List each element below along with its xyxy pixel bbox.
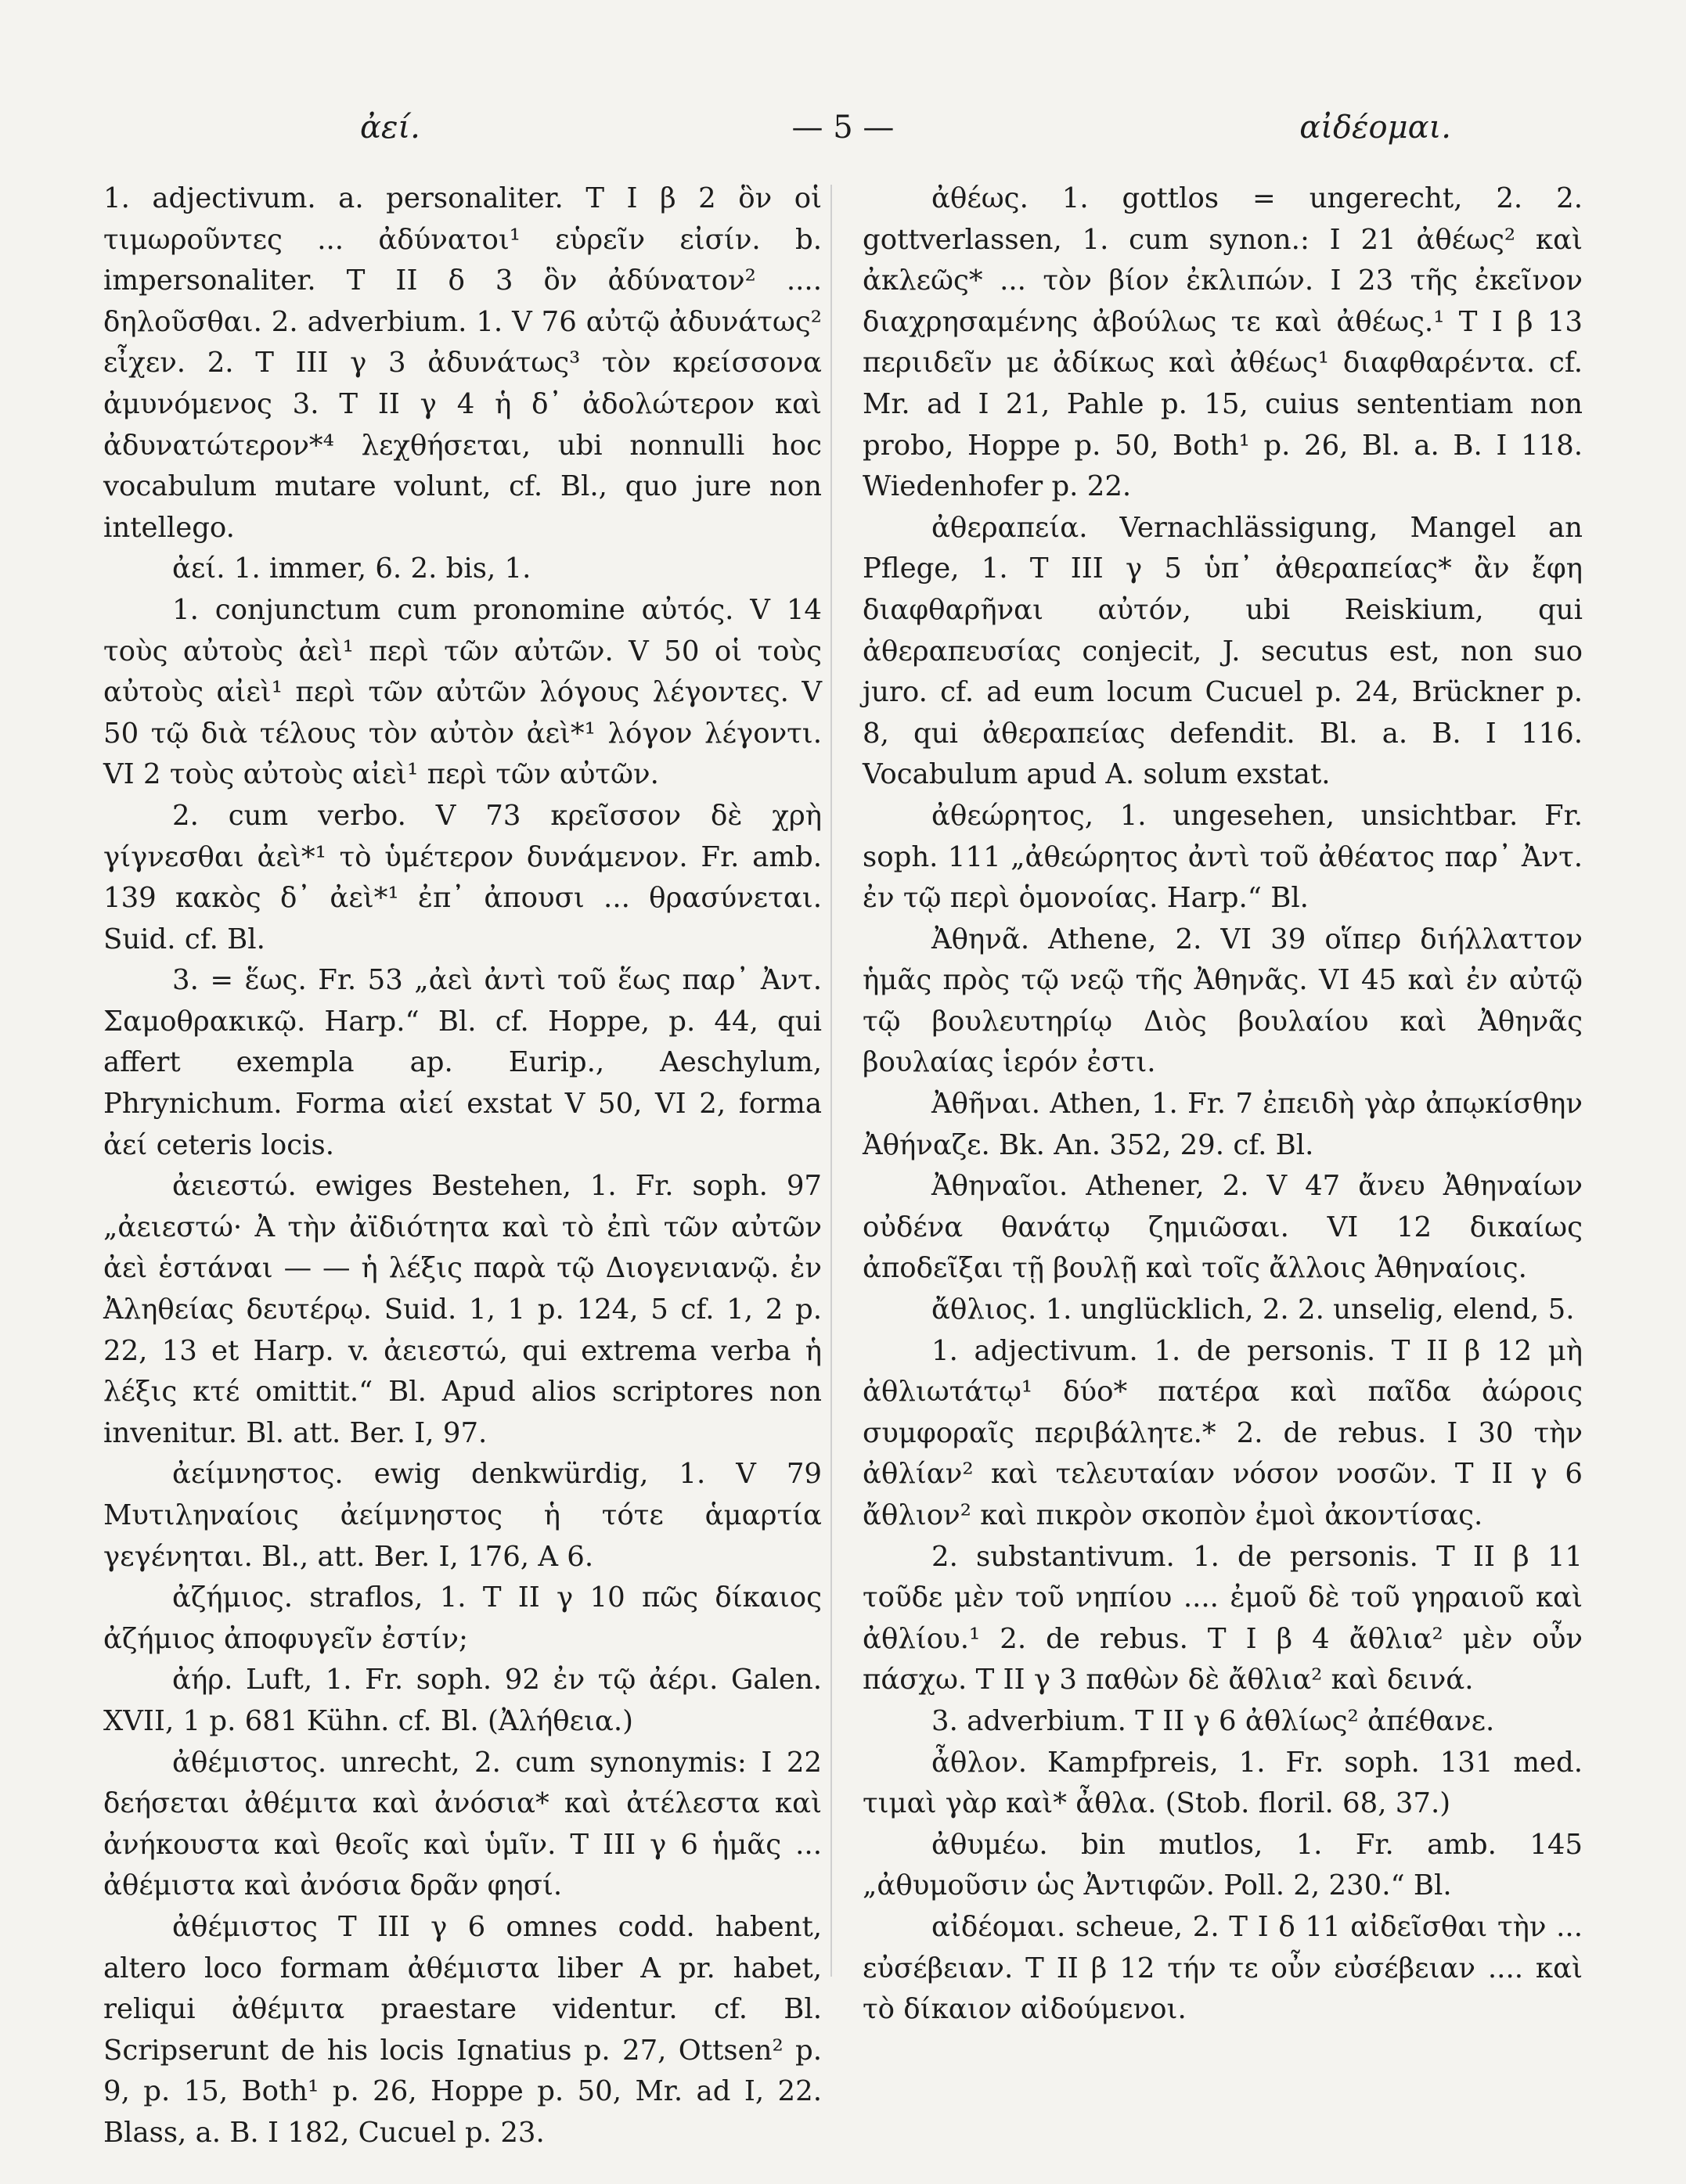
left-para-4: 3. = ἕως. Fr. 53 „ἀεὶ ἀντὶ τοῦ ἕως παρ᾽ Ἀντ. Σαμοθρακικῷ. Harp.“ Bl. cf. Hoppe, p. 44, qui affert exempla ap. Eurip., Aeschylum, Phrynichum. Forma αἰεί exstat V 50, VI 2, forma ἀεί ceteris locis. [103, 964, 822, 1161]
right-para-12: αἰδέομαι. scheue, 2. T I δ 11 αἰδεῖσθαι τὴν ... εὐσέβειαν. T II β 12 τήν τε οὖν εὐσέβειαν .... καὶ τὸ δίκαιον αἰδούμενοι. [863, 1910, 1583, 2026]
left-para-6: ἀείμνηστος. ewig denkwürdig, 1. V 79 Μυτιληναίοις ἀείμνηστος ἡ τότε ἁμαρτία γεγένηται. Bl., att. Ber. I, 176, A 6. [103, 1458, 822, 1573]
right-para-8: 2. substantivum. 1. de personis. T II β 11 τοῦδε μὲν τοῦ νηπίου .... ἐμοῦ δὲ τοῦ γηραιοῦ καὶ ἀθλίου.¹ 2. de rebus. T I β 4 ἄθλια² μὲν οὖν πάσχω. T II γ 3 παθὼν δὲ ἄθλια² καὶ δεινά. [863, 1540, 1583, 1696]
header-right-lemma: αἰδέομαι. [1299, 110, 1451, 146]
right-para-3: Ἀθηνᾶ. Athene, 2. VI 39 οἵπερ διήλλαττον ἡμᾶς πρὸς τῷ νεῷ τῆς Ἀθηνᾶς. VI 45 καὶ ἐν αὐτῷ τῷ βουλευτηρίῳ Διὸς βουλαίου καὶ Ἀθηνᾶς βουλαίας ἱερόν ἐστι. [863, 923, 1583, 1079]
right-para-5: Ἀθηναῖοι. Athener, 2. V 47 ἄνευ Ἀθηναίων οὐδένα θανάτῳ ζημιῶσαι. VI 12 δικαίως ἀποδεῖξαι τῇ βουλῇ καὶ τοῖς ἄλλοις Ἀθηναίοις. [863, 1170, 1583, 1285]
running-header [102, 110, 1584, 157]
left-para-3: 2. cum verbo. V 73 κρεῖσσον δὲ χρὴ γίγνεσθαι ἀεὶ*¹ τὸ ὑμέτερον δυνάμενον. Fr. amb. 139 κακὸς δ᾽ ἀεὶ*¹ ἐπ᾽ ἀπουσι ... θρασύνεται. Suid. cf. Bl. [103, 799, 822, 955]
left-para-8: ἀήρ. Luft, 1. Fr. soph. 92 ἐν τῷ ἀέρι. Galen. XVII, 1 p. 681 Kühn. cf. Bl. (Ἀλήθεια.) [103, 1664, 822, 1737]
right-para-0: ἀθέως. 1. gottlos = ungerecht, 2. 2. gottverlassen, 1. cum synon.: I 21 ἀθέως² καὶ ἀκλεῶς* ... τὸν βίον ἐκλιπών. I 23 τῆς ἐκεῖνον διαχρησαμένης ἀβούλως τε καὶ ἀθέως.¹ T I β 13 περιιδεῖν με ἀδίκως καὶ ἀθέως¹ διαφθαρέντα. cf. Mr. ad I 21, Pahle p. 15, cuius sententiam non probo, Hoppe p. 50, Both¹ p. 26, Bl. a. B. I 118. Wiedenhofer p. 22. [863, 182, 1583, 503]
column-divider [830, 185, 832, 1977]
right-para-9: 3. adverbium. T II γ 6 ἀθλίως² ἀπέθανε. [931, 1704, 1495, 1737]
right-para-4: Ἀθῆναι. Athen, 1. Fr. 7 ἐπειδὴ γὰρ ἀπῳκίσθην Ἀθήναζε. Bk. An. 352, 29. cf. Bl. [863, 1088, 1583, 1161]
left-para-7: ἀζήμιος. straflos, 1. T II γ 10 πῶς δίκαιος ἀζήμιος ἀποφυγεῖν ἐστίν; [103, 1581, 822, 1655]
right-para-6: ἄθλιος. 1. unglücklich, 2. 2. unselig, elend, 5. [931, 1293, 1575, 1326]
right-para-1: ἀθεραπεία. Vernachlässigung, Mangel an Pflege, 1. T III γ 5 ὑπ᾽ ἀθεραπείας* ἂν ἔφη διαφθαρῆναι αὐτόν, ubi Reiskium, qui ἀθεραπευσίας conjecit, J. secutus est, non suo juro. cf. ad eum locum Cucuel p. 24, Brückner p. 8, qui ἀθεραπείας defendit. Bl. a. B. I 116. Vocabulum apud A. solum exstat. [863, 511, 1583, 791]
right-para-11: ἀθυμέω. bin mutlos, 1. Fr. amb. 145 „ἀθυμοῦσιν ὡς Ἀντιφῶν. Poll. 2, 230.“ Bl. [863, 1828, 1583, 1902]
left-column [103, 178, 822, 2154]
right-para-2: ἀθεώρητος, 1. ungesehen, unsichtbar. Fr. soph. 111 „ἀθεώρητος ἀντὶ τοῦ ἀθέατος παρ᾽ Ἀντ. ἐν τῷ περὶ ὁμονοίας. Harp.“ Bl. [863, 799, 1583, 915]
left-para-5: ἀειεστώ. ewiges Bestehen, 1. Fr. soph. 97 „ἀειεστώ· Ἀ τὴν ἀϊδιότητα καὶ τὸ ἐπὶ τῶν αὐτῶν ἀεὶ ἑστάναι — — ἡ λέξις παρὰ τῷ Διογενιανῷ. ἐν Ἀληθείας δευτέρῳ. Suid. 1, 1 p. 124, 5 cf. 1, 2 p. 22, 13 et Harp. v. ἀειεστώ, qui extrema verba ἡ λέξις κτέ omittit.“ Bl. Apud alios scriptores non invenitur. Bl. att. Ber. I, 97. [103, 1170, 822, 1449]
right-column [863, 178, 1583, 2031]
left-para-0: 1. adjectivum. a. personaliter. T I β 2 ὃν οἱ τιμωροῦντες ... ἀδύνατοι¹ εὑρεῖν εἰσίν. b. impersonaliter. T II δ 3 ὃν ἀδύνατον² .... δηλοῦσθαι. 2. adverbium. 1. V 76 αὐτῷ ἀδυνάτως² εἶχεν. 2. T III γ 3 ἀδυνάτως³ τὸν κρείσσονα ἀμυνόμενος 3. T II γ 4 ἡ δ᾽ ἀδολώτερον καὶ ἀδυνατώτερον*⁴ λεχθήσεται, ubi nonnulli hoc vocabulum mutare volunt, cf. Bl., quo jure non intellego. [103, 182, 822, 544]
left-para-2: 1. conjunctum cum pronomine αὐτός. V 14 τοὺς αὐτοὺς ἀεὶ¹ περὶ τῶν αὐτῶν. V 50 οἱ τοὺς αὐτοὺς αἰεὶ¹ περὶ τῶν αὐτῶν λόγους λέγοντες. V 50 τῷ διὰ τέλους τὸν αὐτὸν ἀεὶ*¹ λόγον λέγοντι. VI 2 τοὺς αὐτοὺς αἰεὶ¹ περὶ τῶν αὐτῶν. [103, 593, 822, 791]
left-para-1: ἀεί. 1. immer, 6. 2. bis, 1. [172, 552, 531, 585]
page-number: — 5 — [791, 110, 895, 146]
left-para-10: ἀθέμιστος T III γ 6 omnes codd. habent, altero loco formam ἀθέμιστα liber A pr. habet, reliqui ἀθέμιτα praestare videntur. cf. Bl. Scripserunt de his locis Ignatius p. 27, Ottsen² p. 9, p. 15, Both¹ p. 26, Hoppe p. 50, Mr. ad I, 22. Blass, a. B. I 182, Cucuel p. 23. [103, 1910, 822, 2149]
left-para-9: ἀθέμιστος. unrecht, 2. cum synonymis: I 22 δεήσεται ἀθέμιτα καὶ ἀνόσια* καὶ ἀτέλεστα καὶ ἀνήκουστα καὶ θεοῖς καὶ ὑμῖν. T III γ 6 ἡμᾶς ... ἀθέμιστα καὶ ἀνόσια δρᾶν φησί. [103, 1746, 822, 1902]
right-para-7: 1. adjectivum. 1. de personis. T II β 12 μὴ ἀθλιωτάτῳ¹ δύο* πατέρα καὶ παῖδα ἀώροις συμφοραῖς περιβάλητε.* 2. de rebus. I 30 τὴν ἀθλίαν² καὶ τελευταίαν νόσον νοσῶν. T II γ 6 ἄθλιον² καὶ πικρὸν σκοπὸν ἐμοὶ ἀκοντίσας. [863, 1334, 1583, 1531]
header-left-lemma: ἀεί. [360, 110, 420, 146]
right-para-10: ἆθλον. Kampfpreis, 1. Fr. soph. 131 med. τιμαὶ γὰρ καὶ* ἆθλα. (Stob. floril. 68, 37.) [863, 1746, 1583, 1820]
